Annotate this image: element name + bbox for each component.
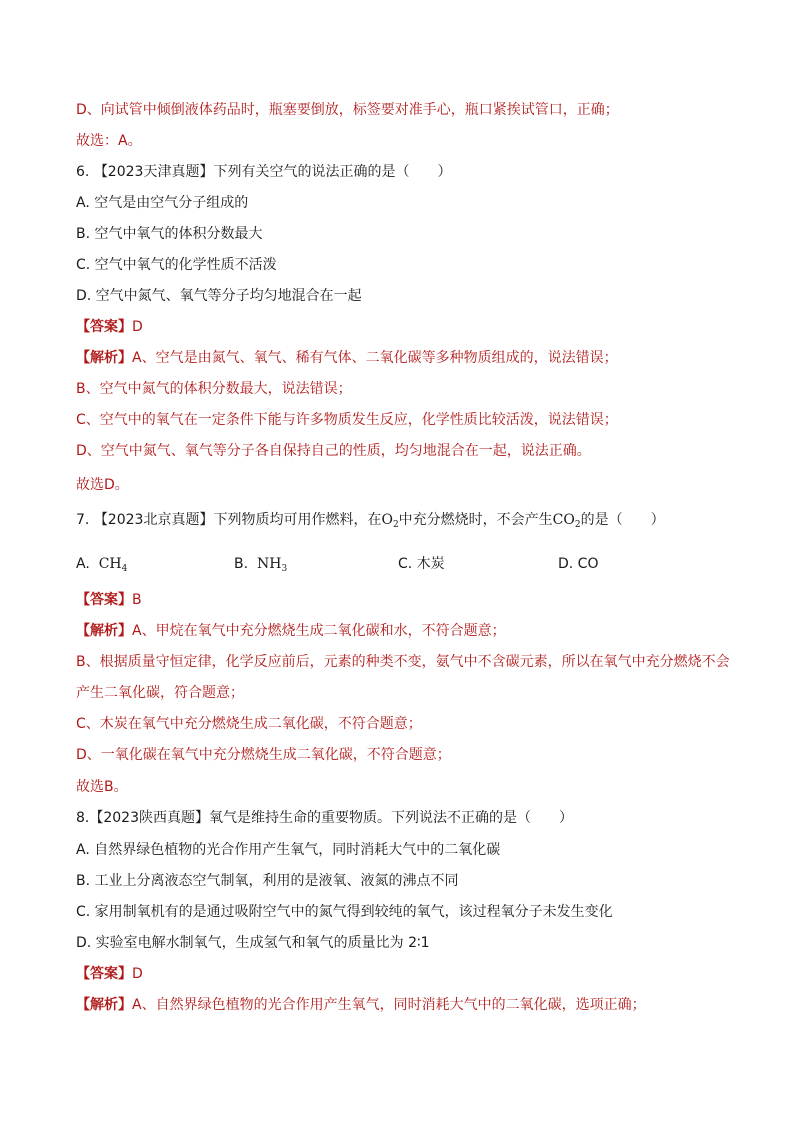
- closing-paren: ）: [650, 512, 665, 528]
- analysis-line: B、根据质量守恒定律，化学反应前后，元素的种类不变，氨气中不含碳元素，所以在氧气中充分燃烧不会: [76, 654, 730, 670]
- analysis-line: B、空气中氮气的体积分数最大，说法错误；: [76, 381, 352, 397]
- option-d: D. 空气中氮气、氧气等分子均匀地混合在一起: [76, 288, 362, 304]
- question-text: 下列物质均可用作燃料，在: [213, 512, 382, 528]
- question-8-stem: [76, 808, 573, 828]
- option-a: A. $CH_4$: [76, 556, 128, 574]
- analysis-line: D、空气中氮气、氧气等分子各自保持自己的性质，均匀地混合在一起，说法正确。: [76, 443, 591, 459]
- formula-o2: $O_2$: [381, 512, 399, 530]
- answer-line: [76, 590, 142, 610]
- question-number: 6.: [76, 164, 90, 180]
- analysis-line: 【解析】A、自然界绿色植物的光合作用产生氧气，同时消耗大气中的二氧化碳，选项正确；: [76, 997, 646, 1013]
- option-b: B. 空气中氧气的体积分数最大: [76, 226, 263, 242]
- formula-nh3: $NH_3$: [256, 556, 288, 574]
- option-a: A. 空气是由空气分子组成的: [76, 195, 249, 211]
- option-d: D. CO: [558, 556, 599, 572]
- question-source-tag: 【2023天津真题】: [93, 164, 214, 180]
- analysis-line: C、空气中的氧气在一定条件下能与许多物质发生反应，化学性质比较活泼，说法错误；: [76, 412, 618, 428]
- formula-co2: $CO_2$: [552, 512, 581, 530]
- option-c: C. 空气中氧气的化学性质不活泼: [76, 257, 277, 273]
- answer-value: D: [132, 966, 143, 982]
- option-c: C. 家用制氧机有的是通过吸附空气中的氮气得到较纯的氧气，该过程氧分子未发生变化: [76, 904, 613, 920]
- question-source-tag: 【2023陕西真题】: [89, 810, 209, 826]
- question-7-stem: 7. 【2023北京真题】下列物质均可用作燃料，在$O_2$中充分燃烧时，不会产生$CO_2$的是（ ）: [76, 512, 665, 530]
- analysis-label: 【解析】: [76, 997, 132, 1013]
- question-number: 7.: [76, 512, 90, 528]
- answer-label: 【答案】: [76, 966, 132, 982]
- analysis-line: 【解析】A、空气是由氮气、氧气、稀有气体、二氧化碳等多种物质组成的，说法错误；: [76, 350, 618, 366]
- formula-ch4: $CH_4$: [98, 556, 128, 574]
- analysis-label: 【解析】: [76, 350, 132, 366]
- option-c: C. 木炭: [398, 556, 445, 572]
- answer-line: [76, 964, 143, 984]
- conclusion: 故选：A。: [76, 133, 142, 149]
- answer-value: D: [132, 319, 143, 335]
- option-b: B. $NH_3$: [234, 556, 288, 574]
- analysis-line: C、木炭在氧气中充分燃烧生成二氧化碳，不符合题意；: [76, 716, 422, 732]
- analysis-line: D、一氧化碳在氧气中充分燃烧生成二氧化碳，不符合题意；: [76, 747, 451, 763]
- option-b: B. 工业上分离液态空气制氧，利用的是液氧、液氮的沸点不同: [76, 873, 459, 889]
- question-text: 下列有关空气的说法正确的是（: [213, 164, 410, 180]
- question-6-stem: [76, 162, 451, 182]
- question-number: 8.: [76, 810, 90, 826]
- conclusion: 故选D。: [76, 477, 129, 493]
- analysis-line: 产生二氧化碳，符合题意；: [76, 685, 244, 701]
- analysis-line: 【解析】A、甲烷在氧气中充分燃烧生成二氧化碳和水，不符合题意；: [76, 623, 506, 639]
- option-a: A. 自然界绿色植物的光合作用产生氧气，同时消耗大气中的二氧化碳: [76, 842, 501, 858]
- answer-label: 【答案】: [76, 319, 132, 335]
- answer-label: 【答案】: [76, 592, 132, 608]
- analysis-label: 【解析】: [76, 623, 132, 639]
- answer-value: B: [132, 592, 142, 608]
- closing-paren: ）: [437, 164, 452, 180]
- conclusion: 故选B。: [76, 779, 128, 795]
- option-d: D. 实验室电解水制氧气，生成氢气和氧气的质量比为 2∶1: [76, 935, 430, 951]
- analysis-line: D、向试管中倾倒液体药品时，瓶塞要倒放，标签要对准手心，瓶口紧挨试管口，正确；: [76, 102, 619, 118]
- question-text: 氧气是维持生命的重要物质。下列说法不正确的是（: [209, 810, 531, 826]
- question-source-tag: 【2023北京真题】: [93, 512, 214, 528]
- answer-line: [76, 317, 143, 337]
- closing-paren: ）: [559, 810, 573, 826]
